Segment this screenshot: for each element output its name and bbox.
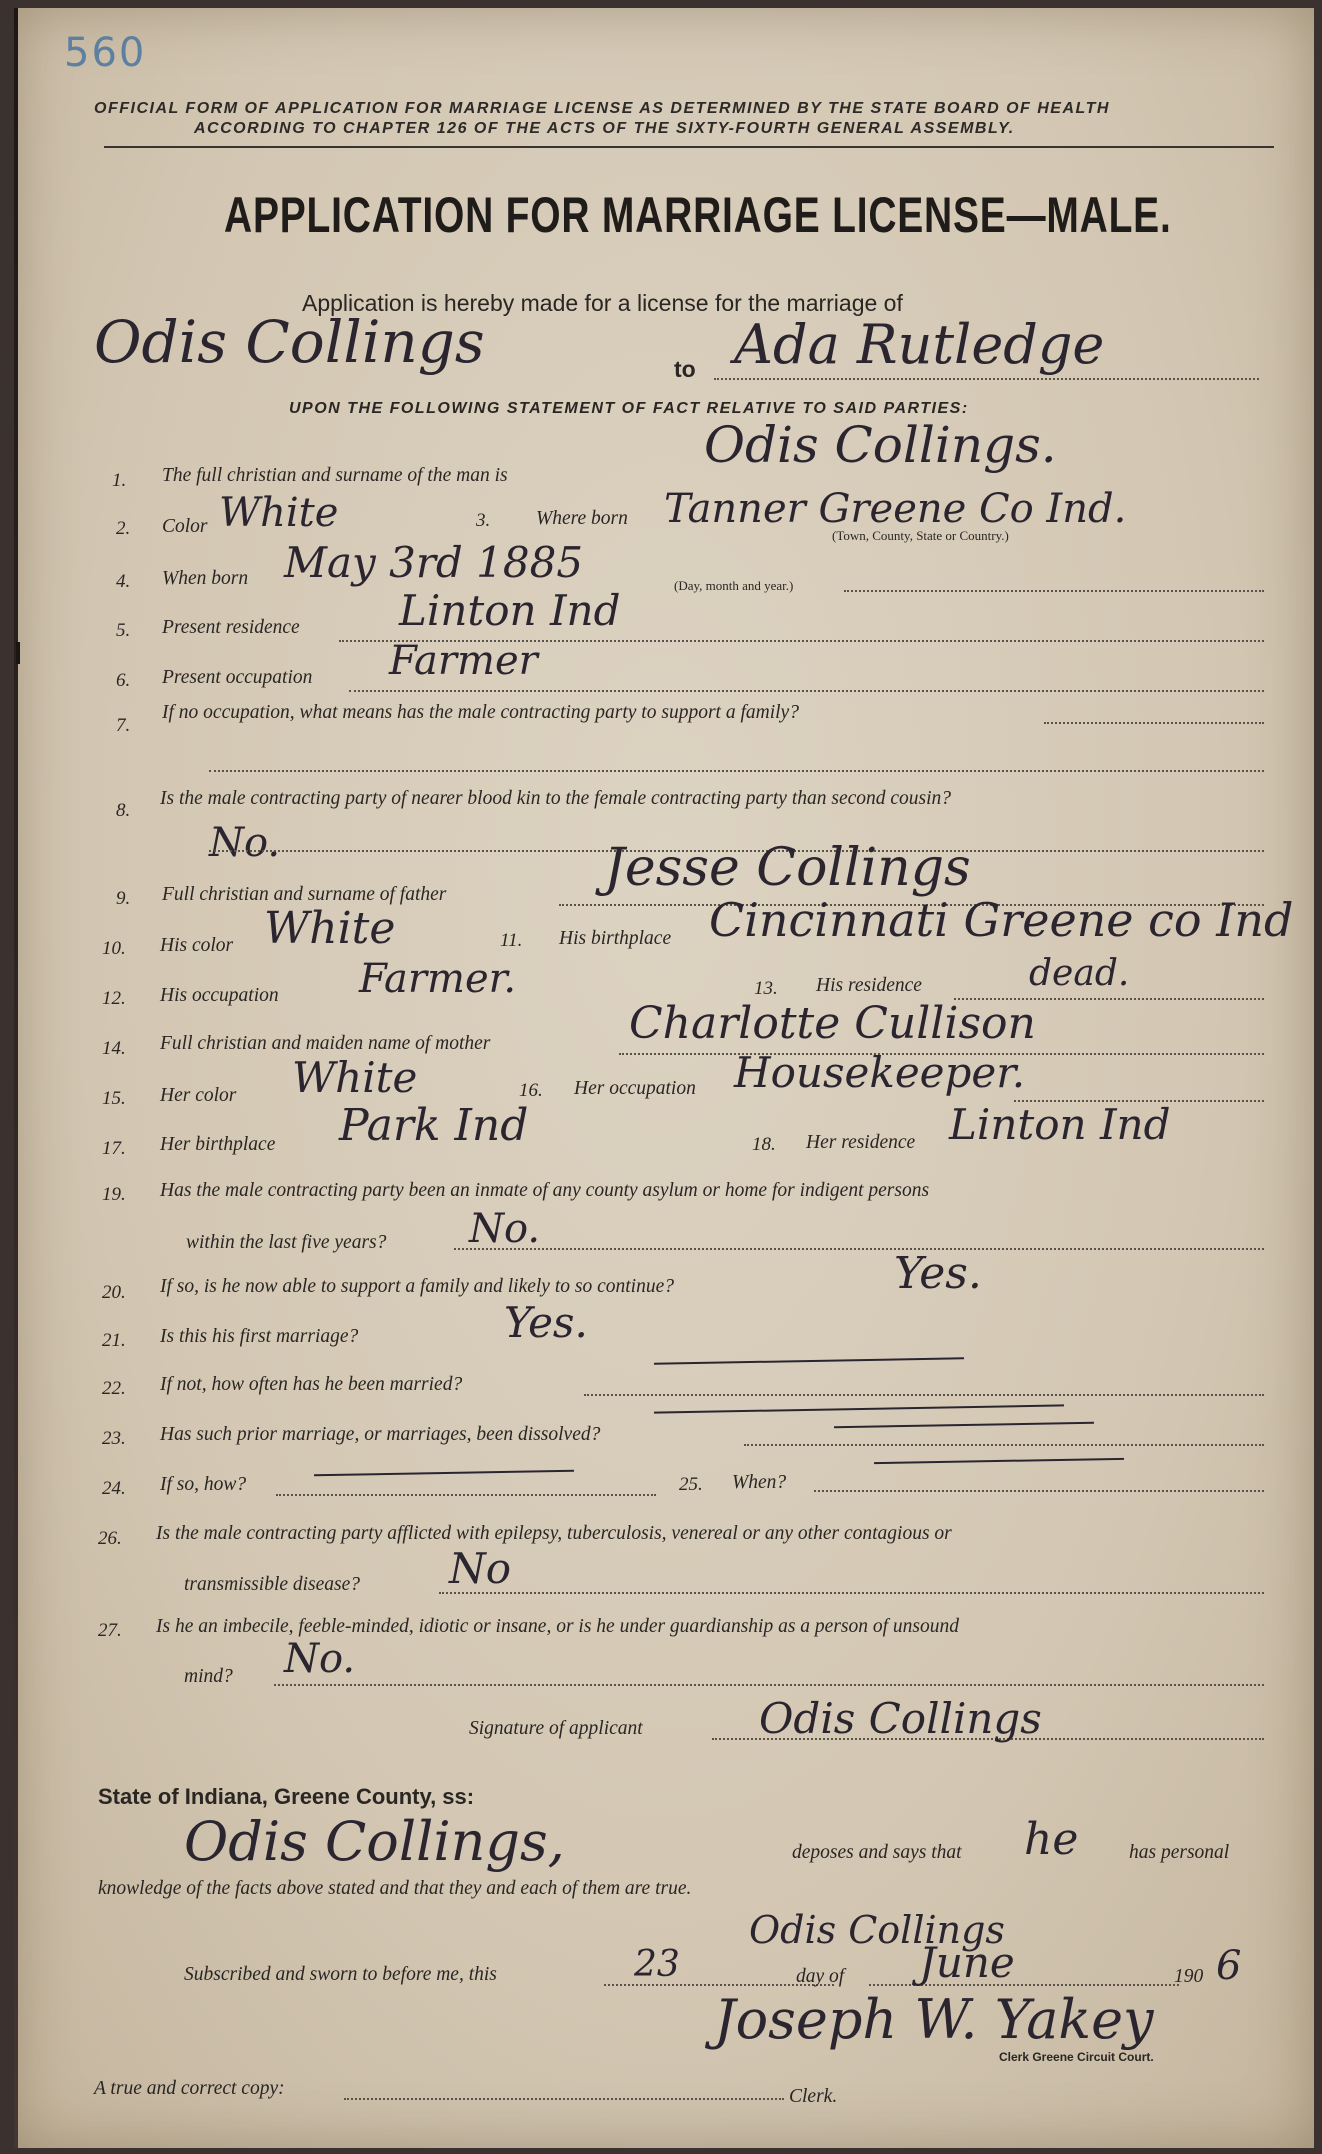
upon-statement: UPON THE FOLLOWING STATEMENT OF FACT RELATIVE TO SAID PARTIES:	[289, 400, 969, 417]
q13-number: 13.	[754, 978, 778, 999]
q17-number: 17.	[102, 1138, 126, 1159]
q9-value: Jesse Collings	[604, 838, 971, 898]
q16-number: 16.	[519, 1080, 543, 1101]
q6-value: Farmer	[389, 638, 538, 684]
q12-number: 12.	[102, 988, 126, 1009]
q10-number: 10.	[102, 938, 126, 959]
q3-note: (Town, County, State or Country.)	[832, 528, 1009, 543]
q26-number: 26.	[98, 1528, 122, 1549]
q26-value: No	[449, 1544, 512, 1593]
q21-label: Is this his first marriage?	[160, 1326, 359, 1347]
q17-value: Park Ind	[339, 1100, 529, 1151]
q11-number: 11.	[500, 930, 523, 951]
q23-pen-stroke	[834, 1422, 1094, 1429]
clerk-label: Clerk.	[789, 2086, 838, 2107]
subscribed-text: Subscribed and sworn to before me, this	[184, 1964, 497, 1985]
q6-line	[349, 690, 1264, 692]
q14-label: Full christian and maiden name of mother	[160, 1033, 491, 1054]
q27-label-2: mind?	[184, 1666, 233, 1687]
q27-label: Is he an imbecile, feeble-minded, idiotic or insane, or is he under guardianship as a person of unsound	[156, 1616, 960, 1637]
q10-label: His color	[160, 935, 234, 956]
q7-line-2	[209, 770, 1264, 772]
q4-note: (Day, month and year.)	[674, 578, 794, 593]
q18-value: Linton Ind	[949, 1100, 1171, 1149]
q27-line	[274, 1684, 1264, 1686]
q19-value: No.	[469, 1206, 541, 1252]
q3-value: Tanner Greene Co Ind.	[664, 486, 1127, 532]
q1-value: Odis Collings.	[704, 416, 1057, 474]
has-personal-text: has personal	[1129, 1842, 1230, 1863]
q5-value: Linton Ind	[399, 586, 621, 635]
bride-name: Ada Rutledge	[734, 313, 1105, 376]
q23-label: Has such prior marriage, or marriages, been dissolved?	[160, 1424, 601, 1445]
groom-name: Odis Collings	[94, 308, 485, 376]
q21-value: Yes.	[504, 1298, 588, 1347]
q25-line	[814, 1490, 1264, 1492]
q13-value: dead.	[1029, 953, 1130, 994]
intro-text: Application is hereby made for a license for the marriage of	[302, 290, 903, 316]
q8-label: Is the male contracting party of nearer blood kin to the female contracting party than second cousin?	[160, 788, 952, 809]
q6-number: 6.	[116, 670, 131, 691]
q7-number: 7.	[116, 715, 131, 736]
header-rule	[104, 146, 1274, 148]
clerk-signature: Joseph W. Yakey	[714, 1988, 1154, 2051]
page-number: 560	[64, 30, 147, 76]
q8-value: No.	[209, 820, 281, 866]
q26-label-2: transmissible disease?	[184, 1574, 361, 1595]
day-of-text: day of	[796, 1966, 845, 1987]
q4-label: When born	[162, 568, 249, 589]
q12-label: His occupation	[160, 985, 279, 1006]
q7-line-1	[1044, 722, 1264, 724]
q2-number: 2.	[116, 518, 131, 539]
copy-line	[344, 2098, 784, 2100]
q25-label: When?	[732, 1472, 787, 1493]
q5-label: Present residence	[162, 617, 300, 638]
q4-value: May 3rd 1885	[284, 538, 584, 587]
q20-label: If so, is he now able to support a family and likely to so continue?	[160, 1276, 674, 1297]
q12-value: Farmer.	[359, 956, 517, 1002]
q19-number: 19.	[102, 1184, 126, 1205]
q9-label: Full christian and surname of father	[162, 884, 447, 905]
q25-pen-stroke	[874, 1458, 1124, 1464]
document-page	[14, 8, 1314, 2148]
q14-value: Charlotte Cullison	[629, 998, 1036, 1049]
q8-number: 8.	[116, 800, 131, 821]
form-title: APPLICATION FOR MARRIAGE LICENSE—MALE.	[224, 187, 1172, 243]
q22-number: 22.	[102, 1378, 126, 1399]
to-label: to	[674, 356, 696, 382]
q23-line	[744, 1444, 1264, 1446]
month-line	[869, 1984, 1179, 1986]
q7-label: If no occupation, what means has the male contracting party to support a family?	[162, 702, 799, 723]
q2-label: Color	[162, 516, 208, 537]
binding-mark	[16, 642, 20, 664]
q15-label: Her color	[160, 1085, 237, 1106]
applicant-signature: Odis Collings	[759, 1694, 1042, 1743]
q4-line	[844, 590, 1264, 592]
q18-number: 18.	[752, 1134, 776, 1155]
he-text: he	[1024, 1814, 1079, 1865]
q11-label: His birthplace	[559, 928, 672, 949]
q24-line	[276, 1494, 656, 1496]
q24-number: 24.	[102, 1478, 126, 1499]
q27-number: 27.	[98, 1620, 122, 1641]
q4-number: 4.	[116, 571, 131, 592]
q19-label-2: within the last five years?	[186, 1232, 387, 1253]
official-form-line-1: OFFICIAL FORM OF APPLICATION FOR MARRIAGE LICENSE AS DETERMINED BY THE STATE BOARD OF HEALTH	[94, 100, 1110, 117]
day-value: 23	[634, 1944, 680, 1985]
bride-line	[714, 378, 1259, 380]
year-suffix: 6	[1216, 1943, 1242, 1989]
year-prefix: 190	[1174, 1966, 1204, 1987]
q21-number: 21.	[102, 1330, 126, 1351]
second-signature: Odis Collings	[749, 1908, 1005, 1952]
q15-number: 15.	[102, 1088, 126, 1109]
q26-label: Is the male contracting party afflicted with epilepsy, tuberculosis, venereal or any other contagious or	[156, 1523, 952, 1544]
binding-edge	[14, 8, 18, 2148]
q1-label: The full christian and surname of the man is	[162, 465, 508, 486]
q11-value: Cincinnati Greene co Ind	[709, 893, 1294, 947]
state-county-line: State of Indiana, Greene County, ss:	[98, 1784, 475, 1809]
deponent-name: Odis Collings,	[184, 1810, 565, 1873]
q2-value: White	[219, 490, 339, 536]
q10-value: White	[264, 903, 396, 954]
q23-number: 23.	[102, 1428, 126, 1449]
q16-value: Housekeeper.	[734, 1048, 1026, 1097]
official-form-line-2: ACCORDING TO CHAPTER 126 OF THE ACTS OF THE SIXTY-FOURTH GENERAL ASSEMBLY.	[194, 120, 1015, 137]
q15-value: White	[292, 1053, 418, 1102]
month-value: June	[919, 1938, 1015, 1987]
q19-line	[454, 1248, 1264, 1250]
q27-value: No.	[284, 1636, 356, 1682]
q20-value: Yes.	[894, 1248, 982, 1299]
q3-number: 3.	[476, 510, 491, 531]
clerk-circuit-court: Clerk Greene Circuit Court.	[999, 2050, 1154, 2064]
q1-number: 1.	[112, 470, 127, 491]
q22-line	[584, 1394, 1264, 1396]
q22-label: If not, how often has he been married?	[160, 1374, 463, 1395]
signature-label: Signature of applicant	[469, 1718, 643, 1739]
q5-number: 5.	[116, 620, 131, 641]
q13-label: His residence	[816, 975, 922, 996]
q24-pen-stroke	[314, 1470, 574, 1477]
q16-label: Her occupation	[574, 1078, 696, 1099]
q17-label: Her birthplace	[160, 1134, 276, 1155]
q24-label: If so, how?	[160, 1474, 247, 1495]
q26-line	[439, 1592, 1264, 1594]
deposes-text: deposes and says that	[792, 1842, 962, 1863]
q3-label: Where born	[536, 508, 628, 529]
q25-number: 25.	[679, 1474, 703, 1495]
q9-number: 9.	[116, 888, 131, 909]
q19-label: Has the male contracting party been an inmate of any county asylum or home for indigent persons	[160, 1180, 930, 1201]
q22-pen-stroke	[654, 1404, 1064, 1413]
q20-number: 20.	[102, 1282, 126, 1303]
q21-pen-stroke	[654, 1357, 964, 1364]
true-copy-text: A true and correct copy:	[94, 2078, 285, 2099]
knowledge-text: knowledge of the facts above stated and that they and each of them are true.	[98, 1878, 692, 1899]
q18-label: Her residence	[806, 1132, 916, 1153]
q14-number: 14.	[102, 1038, 126, 1059]
q6-label: Present occupation	[162, 667, 313, 688]
